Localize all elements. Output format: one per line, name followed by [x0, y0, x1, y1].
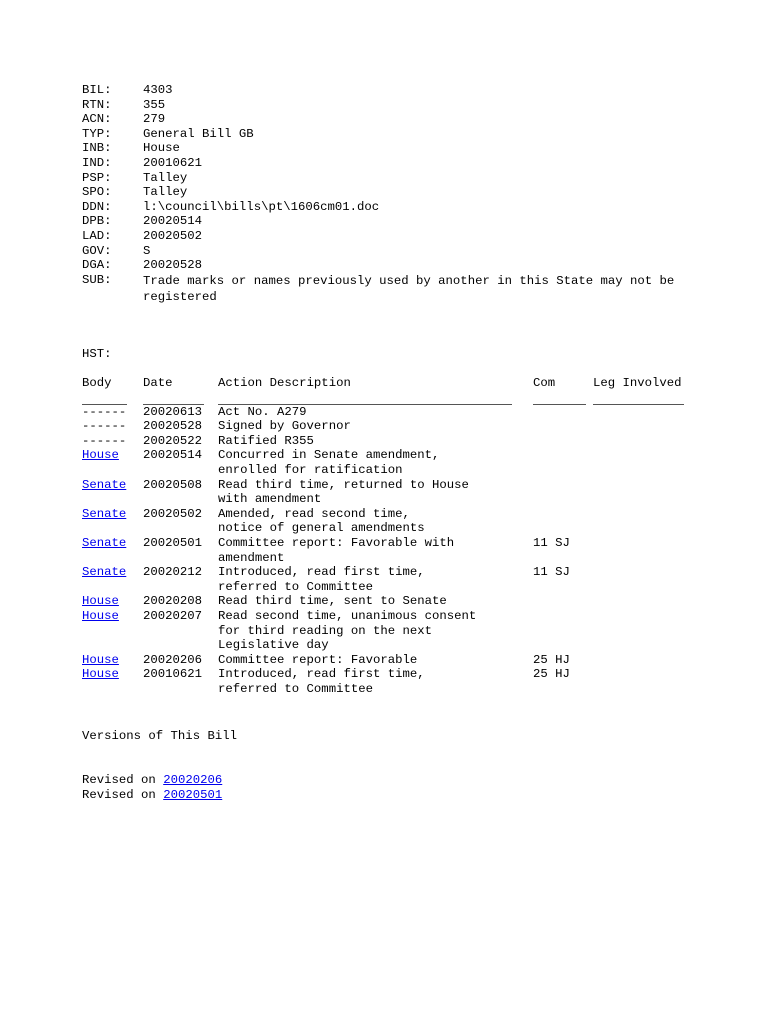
history-row: [82, 565, 692, 594]
field-row-lad: [82, 229, 702, 244]
header-rules: [82, 391, 692, 405]
history-row: [82, 405, 692, 420]
field-key: PSP:: [82, 170, 112, 185]
action-description: Committee report: Favorable: [218, 652, 418, 667]
body-placeholder: ------: [82, 419, 127, 434]
field-row-ind: [82, 156, 702, 171]
action-date: 20020502: [143, 506, 203, 521]
field-value-subject: Trade marks or names previously used by another in this State may not be registered: [143, 273, 675, 304]
field-value: 20020502: [143, 228, 203, 243]
field-value: Talley: [143, 170, 188, 185]
field-key: DGA:: [82, 258, 112, 273]
header-leg-involved: Leg Involved: [593, 376, 682, 390]
action-description: Concurred in Senate amendment, enrolled for ratification: [218, 448, 440, 477]
history-table: [82, 376, 692, 696]
field-key: IND:: [82, 155, 112, 170]
field-row-psp: [82, 171, 702, 186]
revision-date-link[interactable]: 20020501: [163, 787, 223, 802]
action-description: Read second time, unanimous consent for third reading on the next Legislative day: [218, 608, 477, 653]
field-key: SUB:: [82, 272, 112, 287]
history-row: [82, 507, 692, 536]
field-value: l:\council\bills\pt\1606cm01.doc: [143, 199, 380, 214]
header-com: Com: [533, 376, 556, 390]
history-row: [82, 609, 692, 653]
action-description: Read third time, returned to House with amendment: [218, 477, 469, 507]
action-description: Signed by Governor: [218, 419, 351, 434]
field-value: 4303: [143, 83, 173, 97]
field-row-spo: [82, 185, 702, 200]
body-link[interactable]: House: [82, 667, 119, 682]
committee-ref: 25 HJ: [533, 667, 570, 682]
action-date: 20020514: [143, 448, 203, 463]
field-value: General Bill GB: [143, 126, 254, 141]
action-description: Introduced, read first time, referred to Committee: [218, 667, 425, 696]
action-date: 20020613: [143, 404, 203, 419]
field-key: BIL:: [82, 83, 112, 97]
body-link[interactable]: House: [82, 594, 119, 609]
field-value: House: [143, 141, 180, 156]
history-rows: [82, 405, 692, 697]
field-value: 20020528: [143, 258, 203, 273]
action-date: 20020212: [143, 565, 203, 580]
committee-ref: 11 SJ: [533, 535, 570, 550]
body-link[interactable]: House: [82, 448, 119, 463]
bill-fields: [82, 83, 702, 305]
field-row-sub: [82, 273, 702, 305]
body-link[interactable]: Senate: [82, 506, 127, 521]
field-key: LAD:: [82, 228, 112, 243]
body-link[interactable]: House: [82, 608, 119, 623]
action-date: 20020206: [143, 652, 203, 667]
history-row: [82, 419, 692, 434]
action-date: 20020501: [143, 535, 203, 550]
action-date: 20020508: [143, 477, 203, 492]
revision-prefix: Revised on: [82, 787, 164, 802]
field-key: INB:: [82, 141, 112, 156]
history-row: [82, 536, 692, 565]
action-description: Committee report: Favorable with amendment: [218, 535, 455, 565]
field-value: S: [143, 243, 151, 258]
field-row-dga: [82, 258, 702, 273]
action-description: Read third time, sent to Senate: [218, 594, 447, 609]
action-date: 20020528: [143, 419, 203, 434]
field-key: DDN:: [82, 199, 112, 214]
field-row-bil: [82, 83, 702, 98]
header-body: Body: [82, 376, 112, 390]
body-link[interactable]: Senate: [82, 565, 127, 580]
action-description: Ratified R355: [218, 433, 314, 448]
header-date: Date: [143, 376, 173, 390]
action-date: 20020208: [143, 594, 203, 609]
committee-ref: 11 SJ: [533, 565, 570, 580]
history-row: [82, 594, 692, 609]
history-row: [82, 667, 692, 696]
body-placeholder: ------: [82, 404, 127, 419]
revision-row: [82, 788, 222, 803]
field-key: RTN:: [82, 97, 112, 112]
field-row-typ: [82, 127, 702, 142]
history-row: [82, 478, 692, 507]
field-row-rtn: [82, 98, 702, 113]
field-row-acn: [82, 112, 702, 127]
action-date: 20020207: [143, 608, 203, 623]
revision-date-link[interactable]: 20020206: [163, 773, 223, 787]
history-row: [82, 434, 692, 449]
action-description: Act No. A279: [218, 404, 307, 419]
history-label: HST:: [82, 347, 112, 361]
action-date: 20010621: [143, 667, 203, 682]
field-value: 279: [143, 112, 166, 127]
body-placeholder: ------: [82, 433, 127, 448]
history-row: [82, 448, 692, 477]
revision-row: [82, 773, 222, 788]
history-row: [82, 653, 692, 668]
action-description: Amended, read second time, notice of general amendments: [218, 506, 425, 536]
header-action-description: Action Description: [218, 376, 351, 390]
field-row-dpb: [82, 214, 702, 229]
body-link[interactable]: House: [82, 652, 119, 667]
field-key: TYP:: [82, 126, 112, 141]
field-key: SPO:: [82, 185, 112, 200]
field-value: Talley: [143, 185, 188, 200]
field-key: GOV:: [82, 243, 112, 258]
field-value: 20020514: [143, 214, 203, 229]
revision-prefix: Revised on: [82, 773, 164, 787]
field-value: 20010621: [143, 155, 203, 170]
revisions-list: [82, 773, 222, 802]
committee-ref: 25 HJ: [533, 652, 570, 667]
versions-heading: Versions of This Bill: [82, 729, 237, 743]
field-key: DPB:: [82, 214, 112, 229]
history-header-row: [82, 376, 692, 391]
body-link[interactable]: Senate: [82, 535, 127, 550]
field-value: 355: [143, 97, 166, 112]
body-link[interactable]: Senate: [82, 477, 127, 492]
field-key: ACN:: [82, 112, 112, 127]
action-date: 20020522: [143, 433, 203, 448]
field-row-gov: [82, 244, 702, 259]
field-row-inb: [82, 141, 702, 156]
field-row-ddn: [82, 200, 702, 215]
action-description: Introduced, read first time, referred to Committee: [218, 565, 425, 594]
